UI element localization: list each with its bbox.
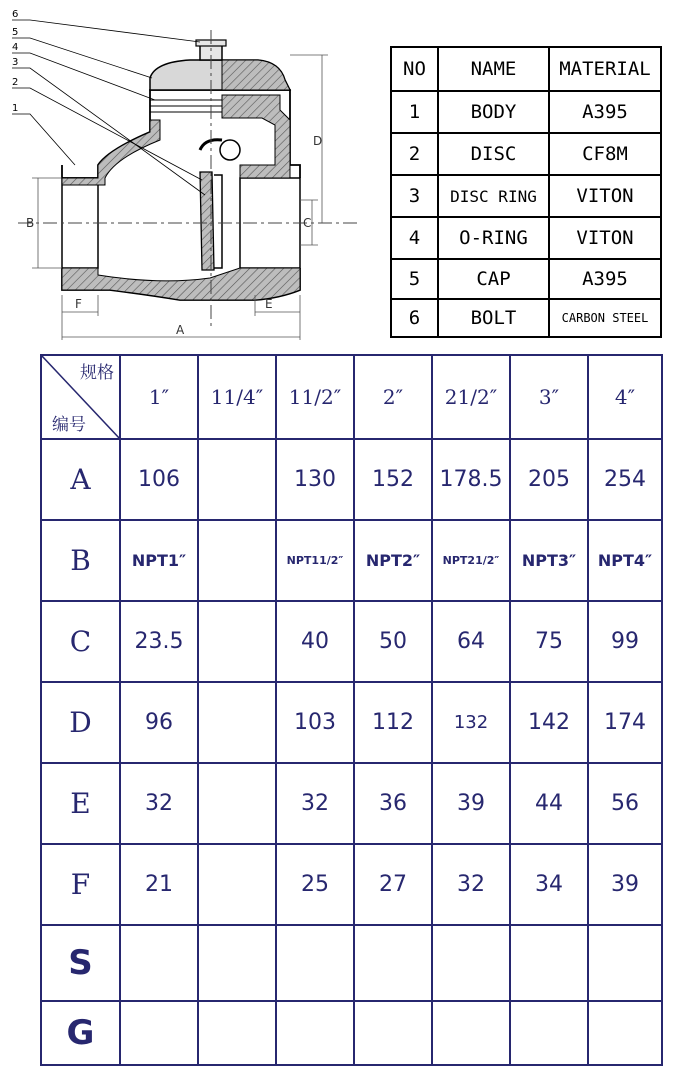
callout-1: 1 <box>12 103 19 114</box>
callout-5: 5 <box>12 27 19 38</box>
callout-3: 3 <box>12 57 19 68</box>
part-name: BOLT <box>439 300 550 336</box>
table-cell <box>199 602 275 681</box>
row-label-d: D <box>69 706 92 739</box>
part-no: 1 <box>392 92 439 132</box>
part-material: VITON <box>576 185 634 207</box>
part-name: DISC RING <box>439 176 550 216</box>
part-name: BODY <box>439 92 550 132</box>
table-cell: 103 <box>294 710 336 735</box>
table-cell: 132 <box>453 712 489 733</box>
table-cell: NPT11/2″ <box>286 554 344 567</box>
table-cell: 21 <box>145 872 173 897</box>
table-cell: NPT4″ <box>597 551 653 570</box>
callout-6: 6 <box>12 9 19 20</box>
table-cell: 178.5 <box>439 467 503 492</box>
table-cell: NPT3″ <box>521 551 577 570</box>
table-cell: 254 <box>604 467 646 492</box>
table-cell: 25 <box>301 872 329 897</box>
table-cell: 32 <box>301 791 329 816</box>
grid-line <box>42 1000 661 1002</box>
dim-letter-f: F <box>75 297 82 311</box>
callout-4: 4 <box>12 42 19 53</box>
table-cell: 64 <box>457 629 485 654</box>
parts-header-no: NO <box>392 48 439 90</box>
callout-2: 2 <box>12 77 19 88</box>
part-name: CAP <box>439 260 550 298</box>
table-cell: 96 <box>145 710 173 735</box>
part-name: DISC <box>439 134 550 174</box>
parts-header-row <box>392 48 660 90</box>
size-header: 21/2″ <box>444 385 498 409</box>
parts-header-material: MATERIAL <box>559 58 651 80</box>
parts-row <box>392 90 660 132</box>
table-cell: 39 <box>457 791 485 816</box>
row-label-b: B <box>70 544 91 577</box>
parts-row <box>392 298 660 336</box>
part-name: O-RING <box>439 218 550 258</box>
table-cell <box>199 764 275 843</box>
table-cell: 174 <box>604 710 646 735</box>
table-cell: 44 <box>535 791 563 816</box>
table-cell: 32 <box>145 791 173 816</box>
part-material: A395 <box>582 268 628 290</box>
row-label-g: G <box>66 1013 95 1053</box>
table-cell: 34 <box>535 872 563 897</box>
table-cell: 142 <box>528 710 570 735</box>
table-cell: NPT21/2″ <box>442 554 500 567</box>
table-cell: 205 <box>528 467 570 492</box>
size-header: 11/2″ <box>288 385 342 409</box>
size-header: 1″ <box>148 385 170 409</box>
table-cell <box>199 521 275 600</box>
table-cell: 27 <box>379 872 407 897</box>
parts-row <box>392 258 660 298</box>
row-label-f: F <box>70 868 91 901</box>
table-cell <box>199 440 275 519</box>
table-cell: 50 <box>379 629 407 654</box>
size-header: 2″ <box>382 385 404 409</box>
part-material: A395 <box>582 101 628 123</box>
table-cell: NPT2″ <box>365 551 421 570</box>
dim-letter-d: D <box>313 134 323 148</box>
row-label-e: E <box>70 787 91 820</box>
part-no: 2 <box>392 134 439 174</box>
table-cell: 106 <box>138 467 180 492</box>
valve-body-outline <box>62 40 300 300</box>
size-header: 3″ <box>538 385 560 409</box>
table-cell: 39 <box>611 872 639 897</box>
parts-row <box>392 132 660 174</box>
part-no: 4 <box>392 218 439 258</box>
table-cell: 36 <box>379 791 407 816</box>
grid-line <box>42 924 661 926</box>
table-cell: 112 <box>372 710 414 735</box>
dimension-table <box>40 354 663 1066</box>
table-cell: 130 <box>294 467 336 492</box>
table-cell: 23.5 <box>134 629 184 654</box>
part-material: VITON <box>576 227 634 249</box>
parts-row <box>392 174 660 216</box>
table-cell: 152 <box>372 467 414 492</box>
dim-letter-b: B <box>26 216 35 230</box>
table-cell <box>199 845 275 924</box>
corner-code-label: 编号 <box>52 415 86 435</box>
callout-labels <box>12 9 18 114</box>
size-header: 4″ <box>614 385 636 409</box>
row-label-s: S <box>68 943 93 983</box>
part-material: CARBON STEEL <box>561 311 649 325</box>
table-cell: 40 <box>301 629 329 654</box>
table-cell <box>199 683 275 762</box>
table-cell: NPT1″ <box>131 551 187 570</box>
row-label-c: C <box>69 625 92 658</box>
dim-letter-c: C <box>303 216 312 230</box>
table-cell: 32 <box>457 872 485 897</box>
part-no: 3 <box>392 176 439 216</box>
corner-spec-label: 规格 <box>80 363 114 383</box>
part-no: 5 <box>392 260 439 298</box>
table-cell: 75 <box>535 629 563 654</box>
table-cell: 99 <box>611 629 639 654</box>
dim-letter-e: E <box>265 297 273 311</box>
valve-drawing <box>0 0 385 345</box>
parts-table <box>390 46 662 338</box>
size-header: 11/4″ <box>210 385 264 409</box>
part-no: 6 <box>392 300 439 336</box>
parts-row <box>392 216 660 258</box>
parts-header-name: NAME <box>439 48 550 90</box>
dim-letter-a: A <box>176 323 185 337</box>
part-material: CF8M <box>582 143 628 165</box>
table-cell: 56 <box>611 791 639 816</box>
row-label-a: A <box>70 463 91 496</box>
